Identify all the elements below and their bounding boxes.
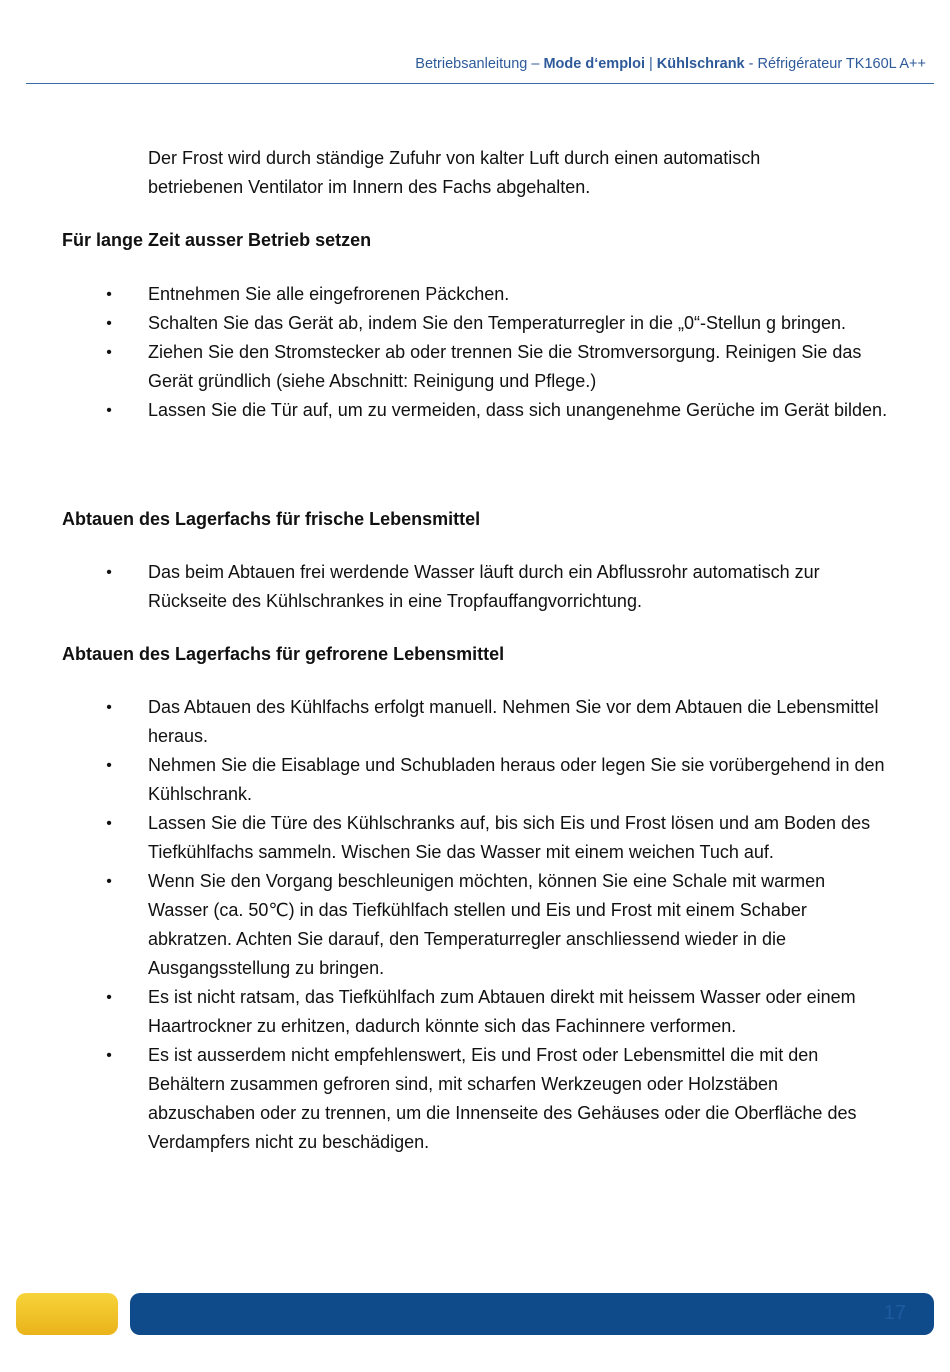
header-divider [26, 83, 934, 84]
footer-yellow-bar [16, 1293, 118, 1335]
bullet-icon: • [106, 564, 112, 581]
bullet-icon: • [106, 873, 112, 890]
page-number: 17 [883, 1302, 906, 1324]
intro-line-1: Der Frost wird durch ständige Zufuhr von kalter Luft durch einen automatisch [148, 148, 761, 168]
list-frozen-food [0, 693, 900, 1157]
bullet-icon: • [106, 402, 112, 419]
section-heading-fresh-food: Abtauen des Lagerfachs für frische Lebensmittel [62, 509, 481, 529]
bullet-icon: • [106, 286, 112, 303]
bullet-icon: • [106, 757, 112, 774]
header-separator: | [644, 56, 657, 72]
intro-line-2: betriebenen Ventilator im Innern des Fachs abgehalten. [148, 177, 591, 197]
header-manual-fr: Mode d‘emploi [543, 56, 645, 72]
section-heading-frozen-food: Abtauen des Lagerfachs für gefrorene Lebensmittel [62, 644, 505, 664]
list-item: • Es ist ausserdem nicht empfehlenswert, Eis und Frost oder Lebensmittel die mit den Behältern zusammen gefroren sind, mit scharfen Werkzeugen oder Holzstäben abzuschaben oder zu trennen, um die Innenseite des Gehäuses oder die Oberfläche des Verdampfers nicht zu beschädigen. [0, 1041, 890, 1157]
list-item: • Schalten Sie das Gerät ab, indem Sie den Temperaturregler in die „0“-Stellun g bringen. [0, 309, 890, 338]
list-item: • Lassen Sie die Tür auf, um zu vermeiden, dass sich unangenehme Gerüche im Gerät bilden. [0, 396, 890, 425]
list-item: • Das beim Abtauen frei werdende Wasser läuft durch ein Abflussrohr automatisch zur Rückseite des Kühlschrankes in eine Tropfauffangvorrichtung. [0, 558, 890, 616]
list-fresh-food [0, 558, 900, 616]
bullet-icon: • [106, 815, 112, 832]
list-item: • Ziehen Sie den Stromstecker ab oder trennen Sie die Stromversorgung. Reinigen Sie das Gerät gründlich (siehe Abschnitt: Reinigung und Pflege.) [0, 338, 890, 396]
list-storage [0, 280, 900, 425]
header-manual-de: Betriebsanleitung – [415, 56, 544, 72]
list-item: • Lassen Sie die Türe des Kühlschranks auf, bis sich Eis und Frost lösen und am Boden des Tiefkühlfachs sammeln. Wischen Sie das Wasser mit einem weichen Tuch auf. [0, 809, 890, 867]
list-item: • Wenn Sie den Vorgang beschleunigen möchten, können Sie eine Schale mit warmen Wasser (ca. 50℃) in das Tiefkühlfach stellen und Eis und Frost mit einem Schaber abkratzen. Achten Sie darauf, den Temperaturregler anschliessend wieder in die Ausgangsstellung zu bringen. [0, 867, 890, 983]
page-header [0, 56, 926, 72]
intro-paragraph [148, 144, 888, 202]
bullet-icon: • [106, 344, 112, 361]
bullet-icon: • [106, 989, 112, 1006]
bullet-icon: • [106, 699, 112, 716]
bullet-icon: • [106, 315, 112, 332]
header-product-fr: - Réfrigérateur TK160L A++ [744, 56, 926, 72]
header-product-de: Kühlschrank [656, 56, 745, 72]
list-item: • Das Abtauen des Kühlfachs erfolgt manuell. Nehmen Sie vor dem Abtauen die Lebensmittel heraus. [0, 693, 890, 751]
list-item: • Es ist nicht ratsam, das Tiefkühlfach zum Abtauen direkt mit heissem Wasser oder einem Haartrockner zu erhitzen, dadurch könnte sich das Fachinnere verformen. [0, 983, 890, 1041]
section-heading-storage: Für lange Zeit ausser Betrieb setzen [62, 230, 372, 250]
bullet-icon: • [106, 1047, 112, 1064]
list-item: • Nehmen Sie die Eisablage und Schubladen heraus oder legen Sie sie vorübergehend in den Kühlschrank. [0, 751, 890, 809]
footer-blue-bar [130, 1293, 934, 1335]
list-item: • Entnehmen Sie alle eingefrorenen Päckchen. [0, 280, 890, 309]
